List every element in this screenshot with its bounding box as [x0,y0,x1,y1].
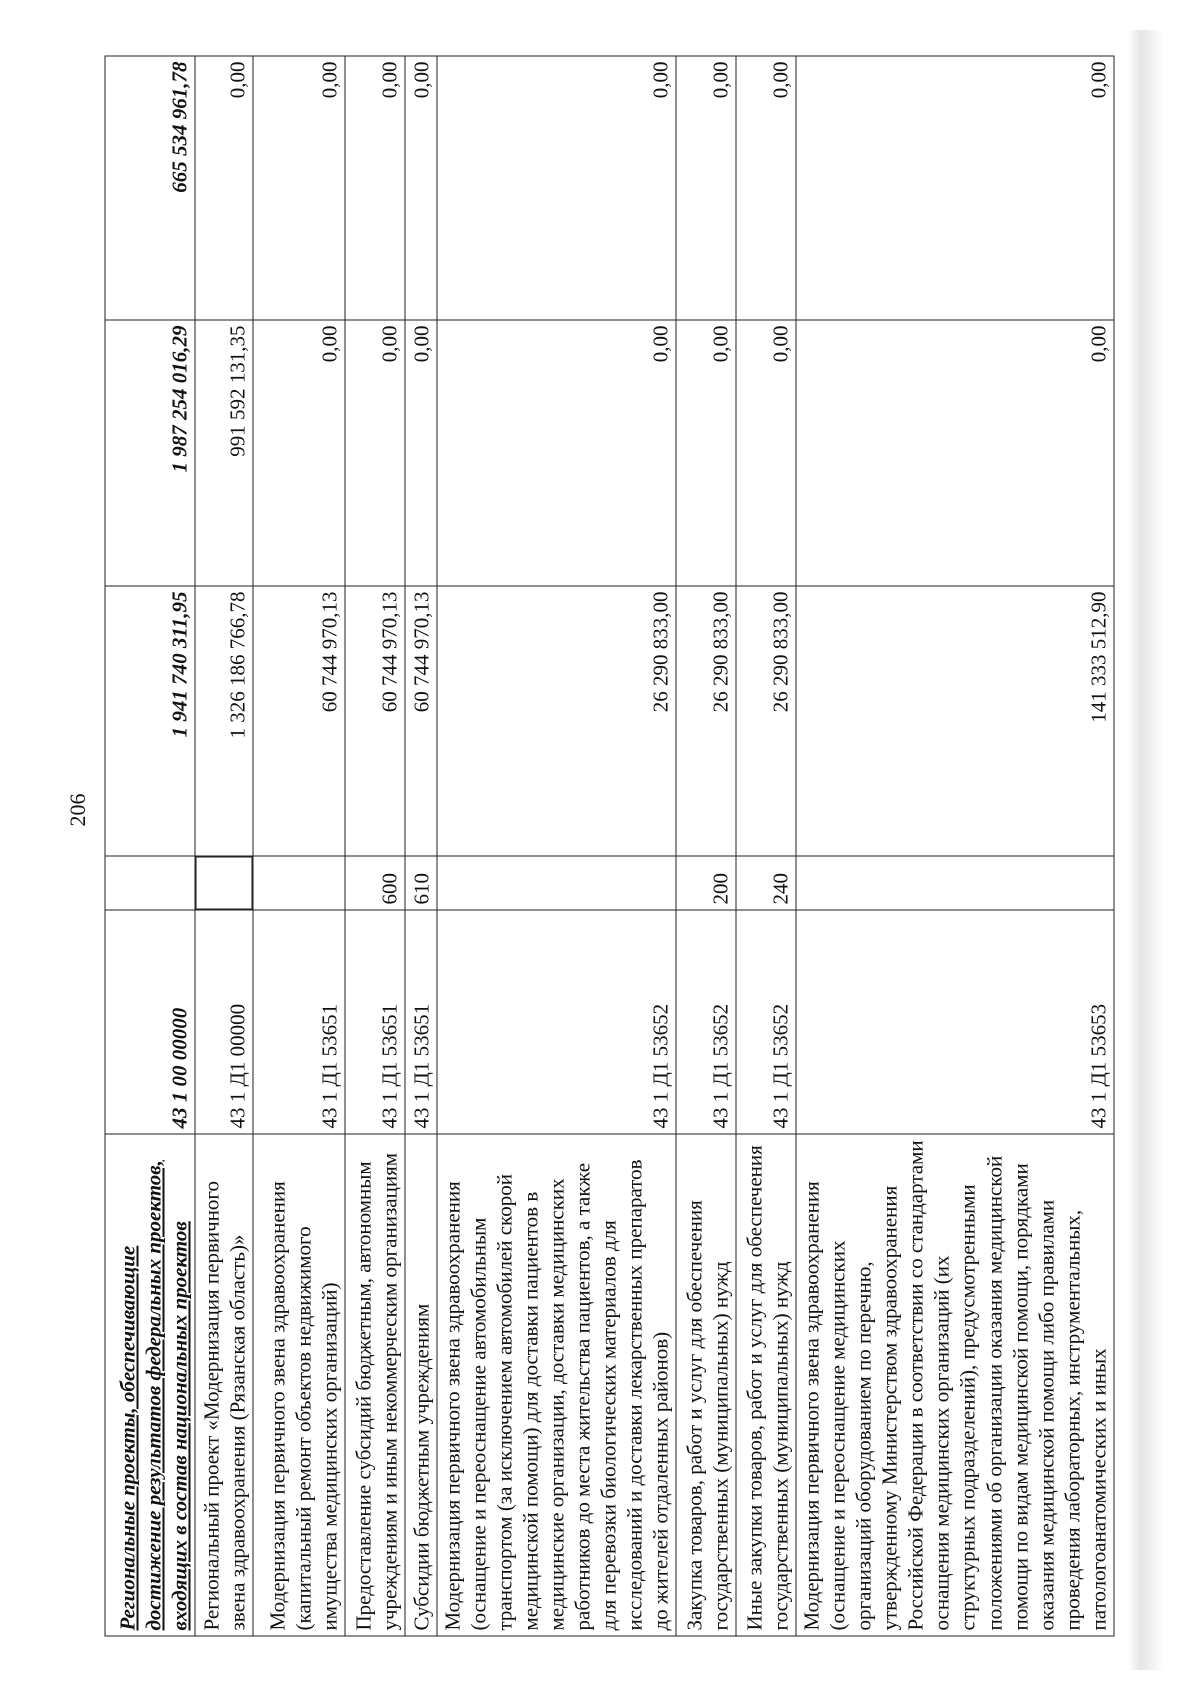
row-value-2: 0,00 [736,320,796,586]
table-row [437,56,676,1636]
row-value-1: 141 333 512,90 [796,586,1113,856]
row-value-1: 1 941 740 311,95 [105,586,195,856]
row-vr: 600 [345,856,405,910]
scan-edge-artifact [1128,30,1164,1670]
row-value-2: 991 592 131,35 [195,320,253,586]
row-name: Предоставление субсидий бюджетным, автономным учреждениям и иным некоммерческим организациям [345,1134,405,1636]
row-value-1: 26 290 833,00 [736,586,796,856]
empty-box [196,857,253,910]
row-code: 43 1 Д1 53652 [676,910,736,1134]
row-value-2: 0,00 [437,320,676,586]
rotated-page-content [105,57,1111,1637]
row-value-3: 0,00 [736,56,796,320]
table-row [105,56,195,1636]
table-row [345,56,405,1636]
row-value-2: 0,00 [405,320,437,586]
row-vr [796,856,1113,910]
row-value-1: 60 744 970,13 [405,586,437,856]
row-value-3: 0,00 [253,56,345,320]
row-name: Модернизация первичного звена здравоохранения (оснащение и переоснащение автомобильным транспортом (за исключением автомобилей скорой медицинской помощи) для доставки пациентов в медицинские организации, доставки медицинских работников до места жительства пациентов, а также для перевозки биологических материалов для исследований и доставки лекарственных препаратов до жителей отдаленных районов) [437,1134,676,1636]
row-code: 43 1 Д1 53651 [345,910,405,1134]
row-value-1: 60 744 970,13 [253,586,345,856]
row-name: Региональный проект «Модернизация первичного звена здравоохранения (Рязанская область)» [195,1134,253,1636]
row-value-1: 60 744 970,13 [345,586,405,856]
row-value-2: 1 987 254 016,29 [105,320,195,586]
row-code: 43 1 Д1 53652 [437,910,676,1134]
table-row [796,56,1113,1636]
row-value-1: 26 290 833,00 [437,586,676,856]
row-value-3: 0,00 [676,56,736,320]
row-name: Модернизация первичного звена здравоохранения (капитальный ремонт объектов недвижимого имущества медицинских организаций) [253,1134,345,1636]
row-code: 43 1 Д1 00000 [195,910,253,1134]
row-code: 43 1 00 00000 [105,910,195,1134]
row-value-1: 26 290 833,00 [676,586,736,856]
row-name: Модернизация первичного звена здравоохранения (оснащение и переоснащение медицинских организаций оборудованием по перечню, утвержденному Министерством здравоохранения Российской Федерации в соответствии со стандартами оснащения медицинских организаций (их структурных подразделений), предусмотренными положениями об организации оказания медицинской помощи по видам медицинской помощи, порядками оказания медицинской помощи либо правилами проведения лабораторных, инструментальных, патологоанатомических и иных [796,1134,1113,1636]
row-value-3: 0,00 [345,56,405,320]
table-row [736,56,796,1636]
row-value-2: 0,00 [253,320,345,586]
row-name: Закупка товаров, работ и услуг для обеспечения государственных (муниципальных) нужд [676,1134,736,1636]
row-name: Иные закупки товаров, работ и услуг для обеспечения государственных (муниципальных) нужд [736,1134,796,1636]
table-row [253,56,345,1636]
page-number: 206 [65,793,90,827]
row-value-2: 0,00 [796,320,1113,586]
row-value-3: 0,00 [796,56,1113,320]
row-value-2: 0,00 [345,320,405,586]
row-vr [437,856,676,910]
row-vr [195,856,253,910]
row-name: Региональные проекты, обеспечивающие достижение результатов федеральных проектов, входящих в состав национальных проектов [105,1134,195,1636]
row-vr [105,856,195,910]
row-value-3: 665 534 961,78 [105,56,195,320]
row-vr: 610 [405,856,437,910]
row-value-3: 0,00 [437,56,676,320]
row-name: Субсидии бюджетным учреждениям [405,1134,437,1636]
row-value-1: 1 326 186 766,78 [195,586,253,856]
row-code: 43 1 Д1 53651 [253,910,345,1134]
table-row [195,56,253,1636]
row-value-3: 0,00 [405,56,437,320]
row-vr: 240 [736,856,796,910]
row-code: 43 1 Д1 53651 [405,910,437,1134]
row-code: 43 1 Д1 53652 [736,910,796,1134]
row-code: 43 1 Д1 53653 [796,910,1113,1134]
row-value-3: 0,00 [195,56,253,320]
table-row [405,56,437,1636]
row-vr: 200 [676,856,736,910]
table-row [676,56,736,1636]
row-value-2: 0,00 [676,320,736,586]
row-vr [253,856,345,910]
budget-table [105,56,1115,1637]
